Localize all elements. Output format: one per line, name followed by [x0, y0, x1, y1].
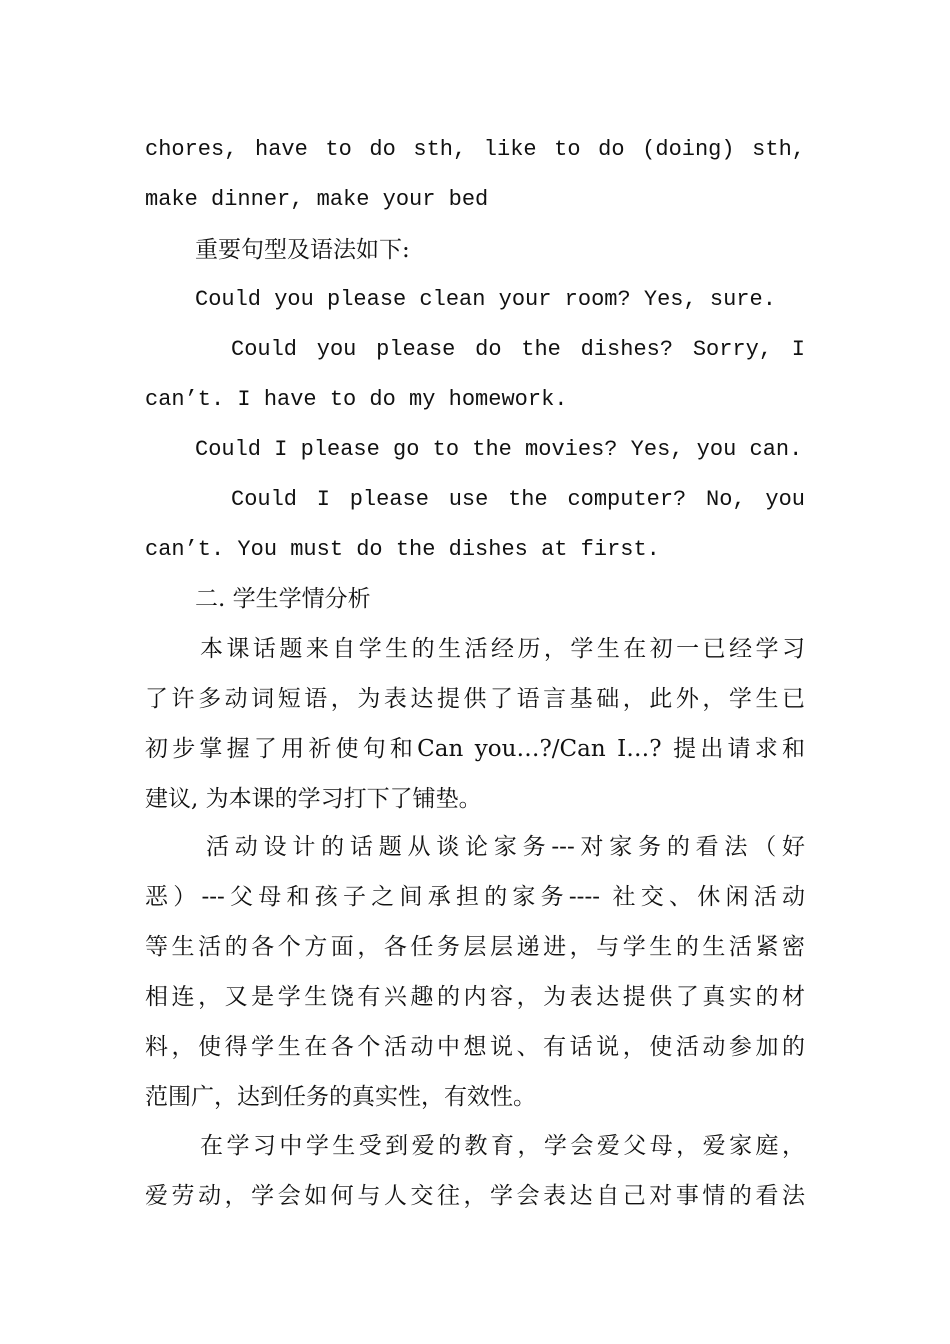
text-line-7: Could I please go to the movies? Yes, you can. — [195, 437, 803, 462]
text-line-4: Could you please clean your room? Yes, sure. — [195, 287, 776, 312]
text-line-1: chores, have to do sth, like to do (doing) sth, — [145, 137, 805, 162]
section-heading-key-sentences: 重要句型及语法如下: — [195, 237, 410, 263]
text-line-8: Could I please use the computer? No, you — [231, 487, 805, 512]
paragraph-3-line-2: 爱劳动，学会如何与人交往，学会表达自己对事情的看法 — [145, 1183, 805, 1209]
paragraph-2-line-2: 恶）---父母和孩子之间承担的家务---- 社交、休闲活动 — [145, 884, 805, 910]
paragraph-2-line-1: 活动设计的话题从谈论家务---对家务的看法（好 — [206, 834, 805, 860]
text-line-9: can’t. You must do the dishes at first. — [145, 537, 660, 562]
paragraph-1-line-4: 建议, 为本课的学习打下了铺垫。 — [145, 786, 482, 812]
paragraph-2-line-4: 相连，又是学生饶有兴趣的内容，为表达提供了真实的材 — [145, 984, 805, 1010]
paragraph-1-line-3: 初步掌握了用祈使句和Can you…?/Can I…? 提出请求和 — [145, 736, 805, 762]
text-line-6: can’t. I have to do my homework. — [145, 387, 568, 412]
text-line-5: Could you please do the dishes? Sorry, I — [231, 337, 805, 362]
section-heading-student-analysis: 二. 学生学情分析 — [195, 586, 371, 612]
paragraph-2-line-5: 料，使得学生在各个活动中想说、有话说，使活动参加的 — [145, 1034, 805, 1060]
paragraph-3-line-1: 在学习中学生受到爱的教育，学会爱父母，爱家庭， — [200, 1133, 805, 1159]
text-line-2: make dinner, make your bed — [145, 187, 489, 212]
paragraph-1-line-2: 了许多动词短语，为表达提供了语言基础，此外，学生已 — [145, 686, 805, 712]
paragraph-1-line-1: 本课话题来自学生的生活经历，学生在初一已经学习 — [200, 636, 805, 662]
paragraph-2-line-3: 等生活的各个方面，各任务层层递进，与学生的生活紧密 — [145, 934, 805, 960]
paragraph-2-line-6: 范围广，达到任务的真实性，有效性。 — [145, 1084, 536, 1110]
